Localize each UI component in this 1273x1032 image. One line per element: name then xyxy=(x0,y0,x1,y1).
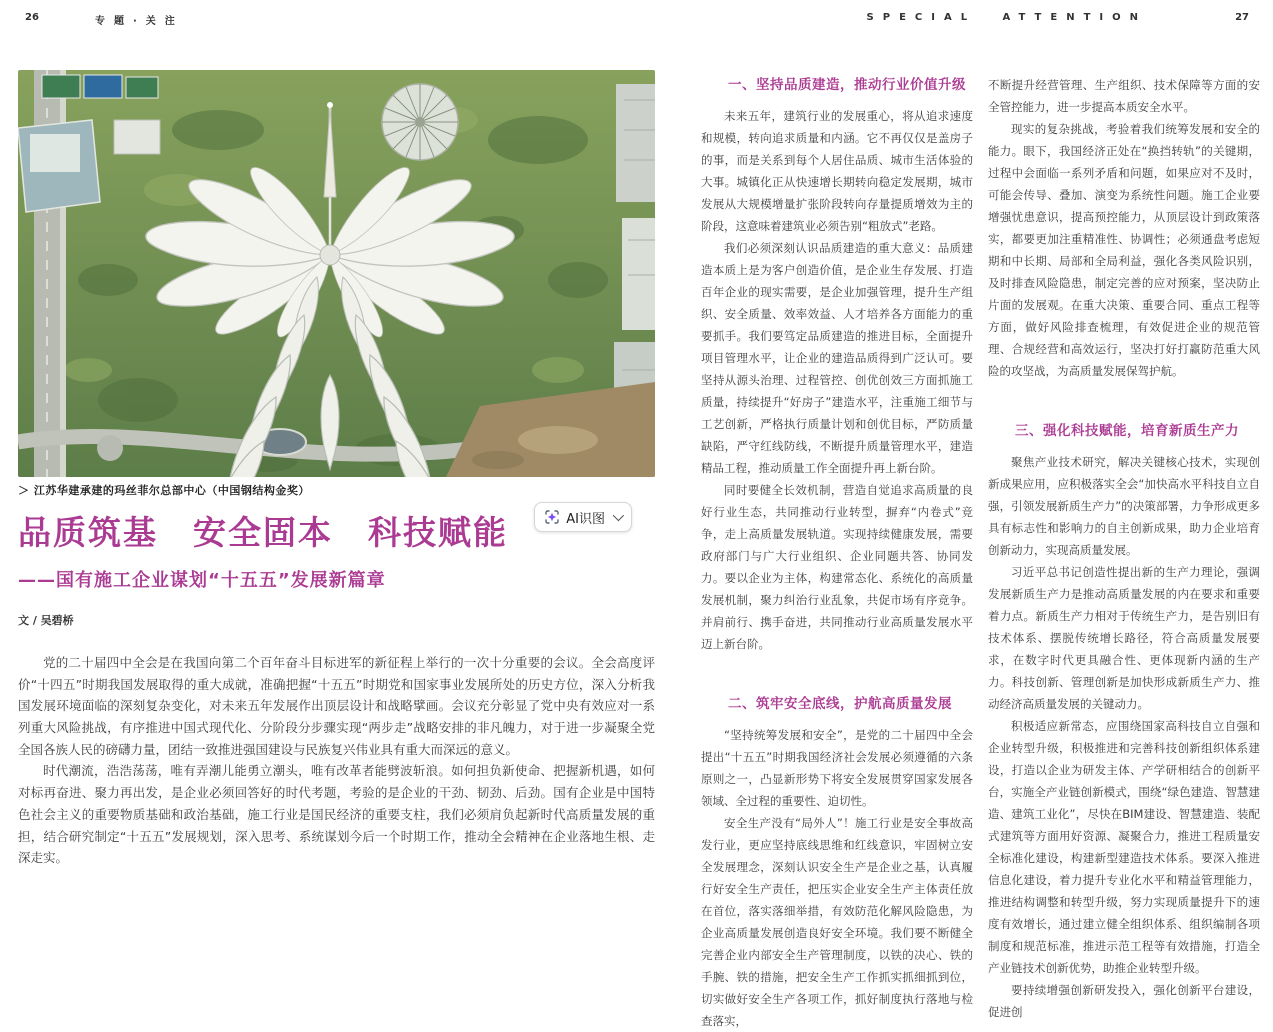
body-paragraph-continued: 不断提升经营管理、生产组织、技术保障等方面的安全管控能力，进一步提高本质安全水平。 xyxy=(988,78,1260,114)
byline: 文 / 吴碧桥 xyxy=(18,613,74,627)
body-paragraph: 习近平总书记创造性提出新的生产力理论，强调发展新质生产力是推动高质量发展的内在要求和重要着力点。新质生产力相对于传统生产力，是告别旧有技术体系、摆脱传统增长路径，符合高质量发展要求，在数字时代更具融合性、更体现新内涵的生产力。科技创新、管理创新是加快形成新质生产力、推动经济高质量发展的关键动力。 xyxy=(988,565,1260,711)
body-paragraph: 我们必须深刻认识品质建造的重大意义：品质建造本质上是为客户创造价值，是企业生存发展、打造百年企业的现实需要，是企业加强管理，提升生产组织、安全质量、效率效益、人才培养各方面能力的重要抓手。我们要笃定品质建造的推进目标，全面提升项目管理水平，让企业的建造品质得到广泛认可。要坚持从源头治理、过程管控、创优创效三方面抓施工质量，持续提升“好房子”建造水平，注重施工细节与工艺创新，严格执行质量计划和创优目标，严防质量缺陷，严守红线防线，不断提升质量管理水平，建造精品工程，推动质量工作全面提升再上新台阶。 xyxy=(701,241,973,475)
section-heading-1: 一、坚持品质建造，推动行业价值升级 xyxy=(728,77,966,93)
intro-text xyxy=(18,652,655,869)
chevron-down-icon xyxy=(613,510,624,521)
body-paragraph: 积极适应新常态，应围绕国家高科技自立自强和企业转型升级，积极推进和完善科技创新组织体系建设，打造以企业为研发主体、产学研相结合的创新平台，实施全产业链创新模式，围绕“绿色建造、智慧建造、建筑工业化”，尽快在BIM建设、智慧建造、装配式建筑等方面用好资源、凝聚合力，推进工程质量安全标准化建设，构建新型建造技术体系。要深入推进信息化建设，着力提升专业化水平和精益管理能力，推进结构调整和转型升级，努力实现质量提升下的速度有效增长，通过建立健全组织体系、组织编制各项制度和规范标准，推进示范工程等有效措施，打造全产业链技术创新优势，助推企业转型升级。 xyxy=(988,719,1260,975)
section-heading-2: 二、筑牢安全底线，护航高质量发展 xyxy=(728,696,952,712)
body-paragraph: 同时要健全长效机制，营造自觉追求高质量的良好行业生态，共同推动行业转型，摒弃“内卷式”竞争，走上高质量发展轨道。实现持续健康发展，需要政府部门与广大行业组织、企业同题共答、协同发力。要以企业为主体，构建常态化、系统化的高质量发展机制，聚力纠治行业乱象，共促市场有序竞争。并肩前行、携手奋进，共同推动行业高质量发展水平迈上新台阶。 xyxy=(701,483,973,651)
page-number-right: 27 xyxy=(1235,12,1249,23)
scan-sparkle-icon xyxy=(544,509,560,525)
body-paragraph: 要持续增强创新研发投入，强化创新平台建设，促进创 xyxy=(988,983,1260,1019)
aerial-photo-illustration xyxy=(18,70,655,477)
page-number-left: 26 xyxy=(25,12,39,23)
article-title: 品质筑基 安全固本 科技赋能 xyxy=(18,513,508,552)
section-heading-3: 三、强化科技赋能，培育新质生产力 xyxy=(1015,423,1239,439)
ai-button-label: AI识图 xyxy=(566,511,605,527)
left-page xyxy=(18,70,655,869)
article-photo xyxy=(18,70,655,477)
article-subtitle: ——国有施工企业谋划“十五五”发展新篇章 xyxy=(18,569,386,591)
ai-recognize-button[interactable] xyxy=(534,502,632,532)
section-label-cn: 专题·关注 xyxy=(95,16,184,27)
body-paragraph: “坚持统筹发展和安全”，是党的二十届四中全会提出“十五五”时期我国经济社会发展必须遵循的六条原则之一，凸显新形势下将安全发展贯穿国家发展各领域、全过程的重要性、迫切性。 xyxy=(701,728,973,808)
intro-paragraph: 党的二十届四中全会是在我国向第二个百年奋斗目标进军的新征程上举行的一次十分重要的会议。全会高度评价“十四五”时期我国发展取得的重大成就，准确把握“十五五”时期党和国家事业发展所处的历史方位，深入分析我国发展环境面临的深刻复杂变化，对未来五年发展作出顶层设计和战略擘画。会议充分彰显了党中央有效应对一系列重大风险挑战，有序推进中国式现代化、分阶段分步骤实现“两步走”战略安排的非凡魄力，对于进一步凝聚全党全国各族人民的磅礴力量，团结一致推进强国建设与民族复兴伟业具有重大而深远的意义。 xyxy=(18,654,655,757)
body-paragraph: 聚焦产业技术研究，解决关键核心技术，实现创新成果应用，应积极落实全会“加快高水平科技自立自强，引领发展新质生产力”的决策部署，力争形成更多具有标志性和影响力的自主创新成果，助力企业培育创新动力，实现高质量发展。 xyxy=(988,455,1260,557)
body-paragraph: 未来五年，建筑行业的发展重心，将从追求速度和规模，转向追求质量和内涵。它不再仅仅是盖房子的事，而是关系到每个人居住品质、城市生活体验的大事。城镇化正从快速增长期转向稳定发展期，城市发展从大规模增量扩张阶段转向存量提质增效为主的阶段，这意味着建筑业必须告别“粗放式”老路。 xyxy=(701,109,973,233)
body-paragraph: 安全生产没有“局外人”！施工行业是安全事故高发行业，更应坚持底线思维和红线意识，牢固树立安全发展理念，深刻认识安全生产是企业之基，认真履行好安全生产责任，把压实企业安全生产主体责任放在首位，落实落细举措，有效防范化解风险隐患，为企业高质量发展创造良好安全环境。我们要不断健全完善企业内部安全生产管理制度，以铁的决心、铁的手腕、铁的措施，把安全生产工作抓实抓细抓到位，切实做好安全生产各项工作，抓好制度执行落地与检查落实， xyxy=(701,816,973,1028)
intro-paragraph: 时代潮流，浩浩荡荡，唯有弄潮儿能勇立潮头，唯有改革者能劈波斩浪。如何担负新使命、把握新机遇，如何对标再奋进、聚力再出发，是企业必须回答好的时代考题，考验的是企业的干劲、韧劲、后劲。国有企业是中国特色社会主义的重要物质基础和政治基础，施工行业是国民经济的重要支柱，我们必须肩负起新时代高质量发展的重担，结合研究制定“十五五”发展规划，深入思考、系统谋划今后一个时期工作，推动全会精神在企业落地生根、走深走实。 xyxy=(18,763,655,866)
section-label-en: SPECIAL ATTENTION xyxy=(866,12,1147,23)
right-page xyxy=(701,74,1261,1032)
body-paragraph: 现实的复杂挑战，考验着我们统筹发展和安全的能力。眼下，我国经济正处在“换挡转轨”的关键期，过程中会面临一系列矛盾和问题，如果应对不及时，可能会传导、叠加、演变为系统性问题。施工企业要增强忧患意识，提高预控能力，从顶层设计到政策落实，都要更加注重精准性、协调性；必须通盘考虑短期和中长期、局部和全局利益，强化各类风险识别，及时排查风险隐患，制定完善的应对预案，坚决防止片面的发展观。在重大决策、重要合同、重点工程等方面，做好风险排查梳理，有效促进企业的规范管理、合规经营和高效运行，坚决打好打赢防范重大风险的攻坚战，为高质量发展保驾护航。 xyxy=(988,122,1260,378)
right-column-2 xyxy=(988,74,1260,1032)
photo-caption: ＞ 江苏华建承建的玛丝菲尔总部中心（中国钢结构金奖） xyxy=(18,484,310,497)
right-column-1 xyxy=(701,74,973,1032)
